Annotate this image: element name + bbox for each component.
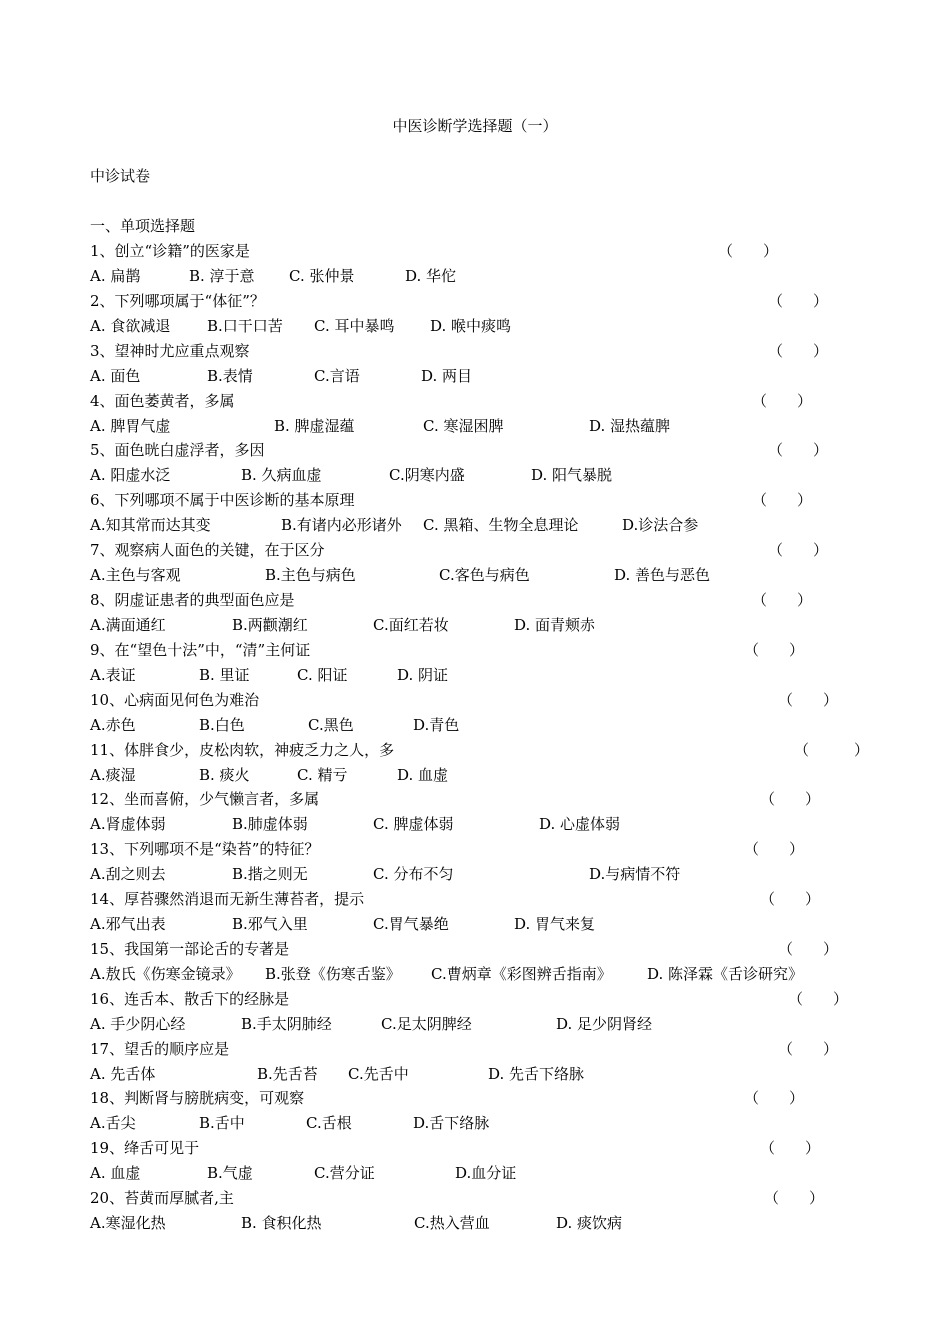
option-b[interactable]: B.邪气入里: [232, 915, 308, 934]
options-row: [90, 715, 870, 735]
option-a[interactable]: A. 阳虚水泛: [90, 466, 171, 485]
answer-blank[interactable]: （ ）: [744, 640, 805, 659]
question-stem: 8、阴虚证患者的典型面色应是: [90, 590, 295, 609]
question-stem-row: [90, 1188, 870, 1208]
page-title: 中医诊断学选择题（一）: [392, 117, 558, 135]
option-d[interactable]: D. 湿热蕴脾: [589, 416, 671, 435]
option-d[interactable]: D. 先舌下络脉: [488, 1064, 585, 1083]
option-c[interactable]: C.胃气暴绝: [373, 915, 449, 934]
question-stem-row: [90, 490, 870, 510]
option-c[interactable]: C.黑色: [308, 715, 354, 734]
option-d[interactable]: D. 痰饮病: [556, 1214, 623, 1233]
answer-blank[interactable]: （ ）: [744, 840, 805, 859]
option-b[interactable]: B.手太阴肺经: [241, 1014, 332, 1033]
options-row: [90, 266, 870, 286]
question-stem-row: [90, 640, 870, 660]
option-b[interactable]: B.口干口苦: [207, 316, 283, 335]
option-d[interactable]: D. 陈泽霖《舌诊研究》: [647, 964, 804, 983]
option-c[interactable]: C. 黑箱、生物全息理论: [423, 516, 579, 535]
option-b[interactable]: B.肺虚体弱: [232, 815, 308, 834]
option-c[interactable]: C.阴寒内盛: [389, 466, 465, 485]
option-b[interactable]: B.表情: [207, 366, 253, 385]
option-a[interactable]: A.邪气出表: [90, 915, 166, 934]
option-c[interactable]: C. 分布不匀: [373, 865, 454, 884]
option-d[interactable]: D. 善色与恶色: [614, 566, 711, 585]
answer-blank[interactable]: （ ）: [718, 242, 779, 260]
option-c[interactable]: C. 精亏: [297, 765, 348, 784]
answer-blank[interactable]: （ ）: [760, 790, 821, 809]
option-c[interactable]: C.面红若妆: [373, 615, 449, 634]
option-c[interactable]: C.言语: [314, 366, 360, 385]
section-heading: 一、单项选择题: [90, 217, 196, 235]
options-row: [90, 366, 870, 386]
question-stem: 9、在“望色十法”中，“清”主何证: [90, 640, 311, 659]
option-a[interactable]: A.刮之则去: [90, 865, 166, 884]
question-stem: 7、观察病人面色的关键，在于区分: [90, 541, 325, 560]
option-b[interactable]: B.有诸内必形诸外: [281, 516, 402, 535]
answer-blank[interactable]: （ ）: [752, 590, 813, 609]
option-a[interactable]: A.敖氏《伤寒金镜录》: [90, 964, 241, 983]
question-stem: 11、体胖食少，皮松肉软，神疲乏力之人，多: [90, 740, 395, 759]
question-stem: 10、心病面见何色为难治: [90, 690, 260, 709]
option-d[interactable]: D. 两目: [421, 366, 473, 385]
question-stem-row: [90, 1039, 870, 1059]
question-stem: 18、判断肾与膀胱病变，可观察: [90, 1089, 305, 1108]
option-c[interactable]: C.足太阴脾经: [381, 1014, 472, 1033]
option-b[interactable]: B. 里证: [199, 665, 250, 684]
options-row: [90, 1163, 870, 1183]
option-a[interactable]: A.痰湿: [90, 765, 136, 784]
question-stem-row: [90, 789, 870, 809]
answer-blank[interactable]: （ ）: [760, 890, 821, 909]
question-stem: 16、连舌本、散舌下的经脉是: [90, 989, 290, 1008]
option-b[interactable]: B. 久病血虚: [241, 466, 322, 485]
options-row: [90, 515, 870, 535]
option-b[interactable]: B. 食积化热: [241, 1214, 322, 1233]
option-a[interactable]: A. 脾胃气虚: [90, 416, 171, 435]
option-c[interactable]: C.营分证: [314, 1164, 375, 1183]
option-c[interactable]: C.客色与病色: [439, 566, 530, 585]
question-stem-row: [90, 291, 870, 311]
option-d[interactable]: D. 喉中痰鸣: [430, 316, 512, 335]
option-c[interactable]: C.先舌中: [348, 1064, 409, 1083]
answer-blank[interactable]: （ ）: [752, 391, 813, 410]
options-row: [90, 1113, 870, 1133]
question-stem: 3、望神时尤应重点观察: [90, 341, 250, 360]
question-stem: 12、坐而喜俯，少气懒言者，多属: [90, 790, 320, 809]
question-stem-row: [90, 590, 870, 610]
answer-blank[interactable]: （ ）: [764, 1189, 825, 1208]
question-stem-row: [90, 1138, 870, 1158]
option-b[interactable]: B.揩之则无: [232, 865, 308, 884]
answer-blank[interactable]: （ ）: [778, 939, 839, 958]
answer-blank[interactable]: （ ）: [760, 1139, 821, 1158]
question-stem-row: [90, 690, 870, 710]
options-row: [90, 914, 870, 934]
question-stem-row: [90, 241, 870, 261]
exam-name: 中诊试卷: [90, 167, 151, 185]
option-c[interactable]: C. 脾虚体弱: [373, 815, 454, 834]
options-row: [90, 316, 870, 336]
question-stem: 15、我国第一部论舌的专著是: [90, 939, 290, 958]
option-a[interactable]: A.舌尖: [90, 1114, 136, 1133]
option-a[interactable]: A. 先舌体: [90, 1064, 156, 1083]
option-b[interactable]: B.舌中: [199, 1114, 245, 1133]
option-d[interactable]: D. 阳气暴脱: [531, 466, 613, 485]
answer-blank[interactable]: （ ）: [768, 291, 829, 310]
question-stem-row: [90, 740, 870, 760]
option-c[interactable]: C. 寒湿困脾: [423, 416, 504, 435]
option-b[interactable]: B.两颧潮红: [232, 615, 308, 634]
options-row: [90, 416, 870, 436]
answer-blank[interactable]: （ ）: [768, 341, 829, 360]
answer-blank[interactable]: （ ）: [752, 491, 813, 510]
option-a[interactable]: A. 扁鹊: [90, 267, 141, 285]
options-row: [90, 1014, 870, 1034]
options-row: [90, 1064, 870, 1084]
question-stem-row: [90, 889, 870, 909]
option-a[interactable]: A. 面色: [90, 366, 141, 385]
answer-blank[interactable]: （ ）: [794, 740, 870, 759]
options-row: [90, 864, 870, 884]
answer-blank[interactable]: （ ）: [768, 541, 829, 560]
question-stem: 5、面色晄白虚浮者，多因: [90, 441, 265, 460]
question-stem-row: [90, 391, 870, 411]
option-d[interactable]: D.与病情不符: [589, 865, 681, 884]
option-a[interactable]: A. 食欲减退: [90, 316, 171, 335]
option-c[interactable]: C.曹炳章《彩图辨舌指南》: [431, 964, 612, 983]
option-b[interactable]: B.先舌苔: [257, 1064, 318, 1083]
option-b[interactable]: B.白色: [199, 715, 245, 734]
option-d[interactable]: D. 血虚: [397, 765, 449, 784]
question-stem-row: [90, 540, 870, 560]
option-d[interactable]: D. 心虚体弱: [539, 815, 621, 834]
options-row: [90, 964, 870, 984]
options-row: [90, 814, 870, 834]
question-stem: 6、下列哪项不属于中医诊断的基本原理: [90, 491, 355, 510]
option-d[interactable]: D.青色: [413, 715, 460, 734]
option-c[interactable]: C.舌根: [306, 1114, 352, 1133]
option-d[interactable]: D.诊法合参: [622, 516, 699, 535]
question-stem: 19、绛舌可见于: [90, 1139, 200, 1158]
options-row: [90, 565, 870, 585]
answer-blank[interactable]: （ ）: [744, 1089, 805, 1108]
option-d[interactable]: D. 胃气来复: [514, 915, 596, 934]
option-b[interactable]: B.主色与病色: [265, 566, 356, 585]
question-stem: 14、厚苔骤然消退而无新生薄苔者，提示: [90, 890, 365, 909]
option-d[interactable]: D. 面青颊赤: [514, 615, 596, 634]
options-row: [90, 765, 870, 785]
option-b[interactable]: B.气虚: [207, 1164, 253, 1183]
question-stem: 17、望舌的顺序应是: [90, 1039, 230, 1058]
option-a[interactable]: A.表证: [90, 665, 136, 684]
option-a[interactable]: A.知其常而达其变: [90, 516, 211, 535]
option-d[interactable]: D. 足少阴肾经: [556, 1014, 653, 1033]
options-row: [90, 1213, 870, 1233]
question-stem: 20、苔黄而厚腻者,主: [90, 1189, 234, 1208]
question-stem-row: [90, 1088, 870, 1108]
option-c[interactable]: C. 阳证: [297, 665, 348, 684]
question-stem: 2、下列哪项属于“体征”？: [90, 291, 265, 310]
question-stem-row: [90, 989, 870, 1009]
option-a[interactable]: A.寒湿化热: [90, 1214, 166, 1233]
question-stem: 4、面色萎黄者，多属: [90, 391, 235, 410]
option-a[interactable]: A. 手少阴心经: [90, 1014, 186, 1033]
question-stem-row: [90, 341, 870, 361]
option-a[interactable]: A.满面通红: [90, 615, 166, 634]
answer-blank[interactable]: （ ）: [778, 690, 839, 709]
option-c[interactable]: C. 耳中暴鸣: [314, 316, 395, 335]
question-stem-row: [90, 440, 870, 460]
question-stem-row: [90, 939, 870, 959]
option-b[interactable]: B. 脾虚湿蕴: [274, 416, 355, 435]
question-stem-row: [90, 839, 870, 859]
option-d[interactable]: D.舌下络脉: [413, 1114, 490, 1133]
option-c[interactable]: C. 张仲景: [289, 267, 355, 285]
answer-blank[interactable]: （ ）: [788, 989, 849, 1008]
options-row: [90, 465, 870, 485]
option-d[interactable]: D. 阴证: [397, 665, 449, 684]
option-a[interactable]: A.肾虚体弱: [90, 815, 166, 834]
option-a[interactable]: A. 血虚: [90, 1164, 141, 1183]
option-a[interactable]: A.主色与客观: [90, 566, 181, 585]
option-b[interactable]: B. 痰火: [199, 765, 250, 784]
option-c[interactable]: C.热入营血: [414, 1214, 490, 1233]
option-a[interactable]: A.赤色: [90, 715, 136, 734]
option-b[interactable]: B.张登《伤寒舌鉴》: [265, 964, 401, 983]
answer-blank[interactable]: （ ）: [778, 1039, 839, 1058]
option-b[interactable]: B. 淳于意: [189, 267, 255, 285]
option-d[interactable]: D.血分证: [455, 1164, 517, 1183]
question-stem: 13、下列哪项不是“染苔”的特征？: [90, 840, 320, 859]
options-row: [90, 615, 870, 635]
answer-blank[interactable]: （ ）: [768, 441, 829, 460]
option-d[interactable]: D. 华佗: [405, 267, 457, 285]
options-row: [90, 665, 870, 685]
question-stem: 1、创立“诊籍”的医家是: [90, 242, 250, 260]
